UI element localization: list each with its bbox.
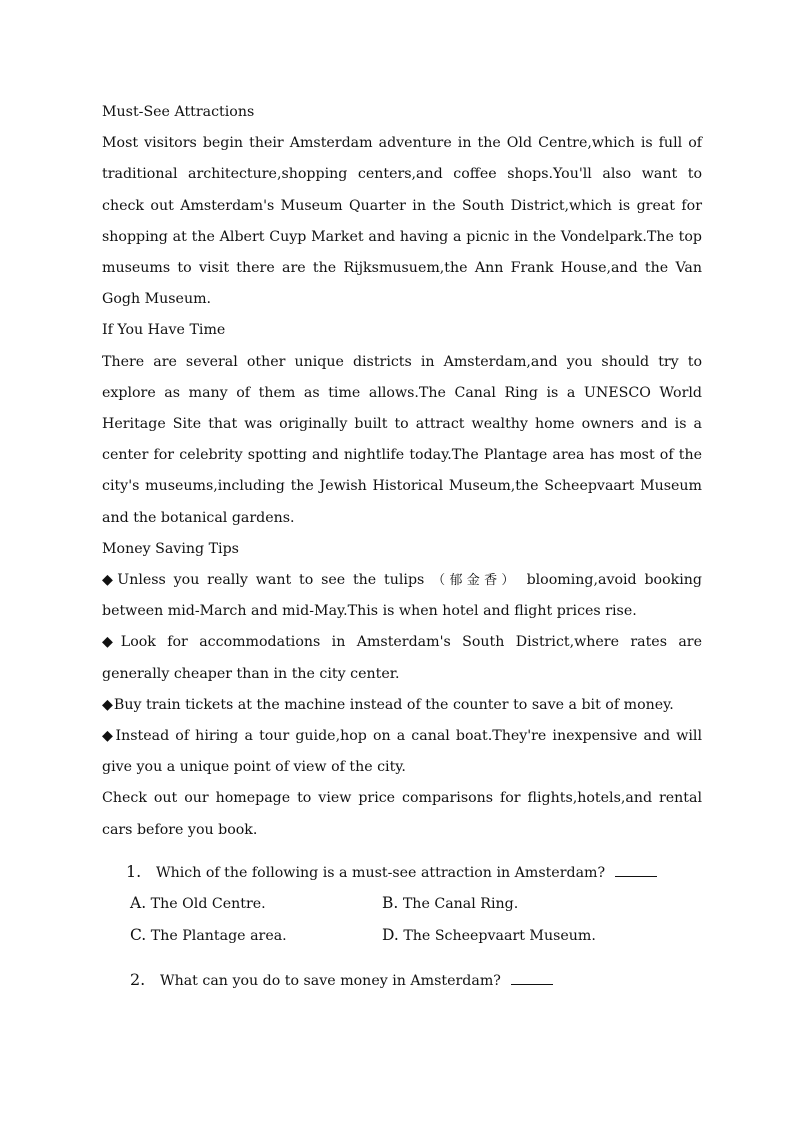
section-heading-if-time: If You Have Time <box>102 322 226 339</box>
tip-1-text-start: Unless you really want to see the tulips <box>117 572 425 589</box>
question-1-option-d[interactable] <box>382 926 596 944</box>
question-2 <box>130 970 553 989</box>
option-d-text: The Scheepvaart Museum. <box>403 928 596 944</box>
option-a-text: The Old Centre. <box>150 896 266 912</box>
section-heading-attractions: Must-See Attractions <box>102 104 255 120</box>
tip-3-text: Buy train tickets at the machine instead of the counter to save a bit of money. <box>113 696 674 713</box>
tip-2-text: Look for accommodations in Amsterdam's South District,where rates are generally cheaper than in the city center. <box>102 634 702 682</box>
option-a-letter: A. <box>130 894 147 912</box>
tip-1-chinese-gloss: （郁金香） <box>432 573 519 589</box>
question-1-option-c[interactable] <box>130 926 287 944</box>
paragraph-if-time: There are several other unique districts in Amsterdam,and you should try to explore as many of them as time allows.The Canal Ring is a UNESCO World Heritage Site that was originally built to attract wealthy home owners and is a center for celebrity spotting and nightlife today.The Plantage area has most of the city's museums,including the Jewish Historical Museum,the Scheepvaart Museum and the botanical gardens. <box>102 353 702 526</box>
option-b-text: The Canal Ring. <box>402 896 519 912</box>
closing-paragraph: Check out our homepage to view price comparisons for flights,hotels,and rental cars before you book. <box>102 790 702 838</box>
tip-item-1 <box>102 565 702 627</box>
question-2-text: What can you do to save money in Amsterdam? <box>160 973 501 989</box>
option-c-text: The Plantage area. <box>150 928 287 944</box>
question-1-number: 1. <box>126 862 142 881</box>
tip-item-2 <box>102 627 702 689</box>
tip-4-text: Instead of hiring a tour guide,hop on a canal boat.They're inexpensive and will give you a unique point of view of the city. <box>102 728 702 776</box>
question-1-answer-blank[interactable] <box>615 862 657 877</box>
tip-item-3 <box>102 690 702 721</box>
diamond-bullet-icon: ◆ <box>102 728 115 745</box>
question-1-option-b[interactable] <box>382 894 518 912</box>
article-body <box>102 97 702 846</box>
tip-1-text-end: blooming,avoid booking between mid-March and mid-May.This is when hotel and flight prices rise. <box>102 572 702 620</box>
question-1-text: Which of the following is a must-see attraction in Amsterdam? <box>156 865 606 881</box>
paragraph-attractions: Most visitors begin their Amsterdam adventure in the Old Centre,which is full of traditional architecture,shopping centers,and coffee shops.You'll also want to check out Amsterdam's Museum Quarter in the South District,which is great for shopping at the Albert Cuyp Market and having a picnic in the Vondelpark.The top museums to visit there are the Rijksmusuem,the Ann Frank House,and the Van Gogh Museum. <box>102 135 702 308</box>
question-1 <box>126 862 657 881</box>
tip-item-4 <box>102 721 702 783</box>
question-2-number: 2. <box>130 970 146 989</box>
option-d-letter: D. <box>382 926 399 944</box>
option-b-letter: B. <box>382 894 399 912</box>
diamond-bullet-icon: ◆ <box>102 572 117 589</box>
diamond-bullet-icon: ◆ <box>102 634 120 651</box>
question-1-option-a[interactable] <box>130 894 266 912</box>
diamond-bullet-icon: ◆ <box>102 696 113 713</box>
question-2-answer-blank[interactable] <box>511 970 553 985</box>
section-heading-money-tips: Money Saving Tips <box>102 540 239 557</box>
option-c-letter: C. <box>130 926 147 944</box>
